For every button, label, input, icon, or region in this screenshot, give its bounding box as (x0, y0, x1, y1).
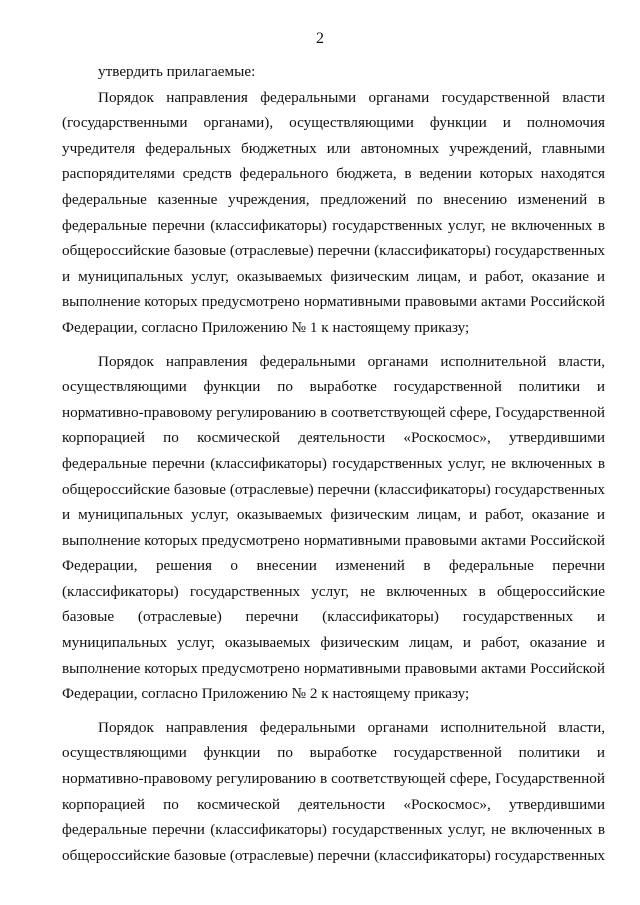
paragraph-line: базовые (отраслевые) перечни (классификаторы) государственных и (62, 608, 605, 626)
paragraph-line: федеральные казенные учреждения, предложений по внесению изменений в (62, 190, 605, 208)
paragraph-line: выполнение которых предусмотрено нормативными правовыми актами Российской (62, 659, 605, 677)
paragraph-line: общероссийские базовые (отраслевые) перечни (классификаторы) государственных (62, 242, 605, 260)
paragraph-line: федеральные перечни (классификаторы) государственных услуг, не включенных в (62, 216, 605, 234)
paragraph-line: Федерации, согласно Приложению № 2 к настоящему приказу; (62, 685, 470, 703)
paragraph-line: осуществляющими функции по выработке государственной политики и (62, 378, 605, 396)
paragraph-line: распорядителями средств федерального бюджета, в ведении которых находятся (62, 165, 605, 183)
paragraph-line: (классификаторы) государственных услуг, не включенных в общероссийские (62, 582, 605, 600)
paragraph-2 (62, 349, 605, 707)
paragraph-line: Федерации, согласно Приложению № 1 к настоящему приказу; (62, 318, 470, 336)
intro-line: утвердить прилагаемые: (98, 63, 256, 80)
paragraph-line: и муниципальных услуг, оказываемых физическим лицам, и работ, оказание и (62, 506, 605, 524)
paragraph-line: корпорацией по космической деятельности «Роскосмос», утвердившими (62, 795, 605, 813)
paragraph-line: нормативно-правовому регулированию в соответствующей сфере, Государственной (62, 403, 605, 421)
paragraph-line: муниципальных услуг, оказываемых физическим лицам, и работ, оказание и (62, 634, 605, 652)
paragraph-spacer (62, 707, 605, 715)
paragraph-line: нормативно-правовому регулированию в соответствующей сфере, Государственной (62, 770, 605, 788)
paragraph-line: учредителя федеральных бюджетных или автономных учреждений, главными (62, 139, 605, 157)
paragraph-line: выполнение которых предусмотрено нормативными правовыми актами Российской (62, 293, 605, 311)
paragraph-1 (62, 85, 605, 341)
paragraph-line: корпорацией по космической деятельности «Роскосмос», утвердившими (62, 429, 605, 447)
paragraph-line: осуществляющими функции по выработке государственной политики и (62, 744, 605, 762)
page-number: 2 (316, 30, 324, 47)
paragraph-line: и муниципальных услуг, оказываемых физическим лицам, и работ, оказание и (62, 267, 605, 285)
paragraph-line: Порядок направления федеральными органами исполнительной власти, (98, 352, 605, 370)
paragraph-line: (государственными органами), осуществляющими функции и полномочия (62, 114, 605, 132)
paragraph-line: общероссийские базовые (отраслевые) перечни (классификаторы) государственных (62, 480, 605, 498)
paragraph-line: Порядок направления федеральными органами государственной власти (98, 88, 605, 106)
paragraph-line: Федерации, решения о внесении изменений в федеральные перечни (62, 557, 605, 575)
paragraph-line: общероссийские базовые (отраслевые) перечни (классификаторы) государственных (62, 846, 605, 864)
paragraph-line: выполнение которых предусмотрено нормативными правовыми актами Российской (62, 531, 605, 549)
document-body (62, 59, 605, 868)
paragraph-line: федеральные перечни (классификаторы) государственных услуг, не включенных в (62, 821, 605, 839)
paragraph-line: федеральные перечни (классификаторы) государственных услуг, не включенных в (62, 454, 605, 472)
paragraph-line: Порядок направления федеральными органами исполнительной власти, (98, 718, 605, 736)
paragraph-3 (62, 715, 605, 869)
paragraph-spacer (62, 341, 605, 349)
